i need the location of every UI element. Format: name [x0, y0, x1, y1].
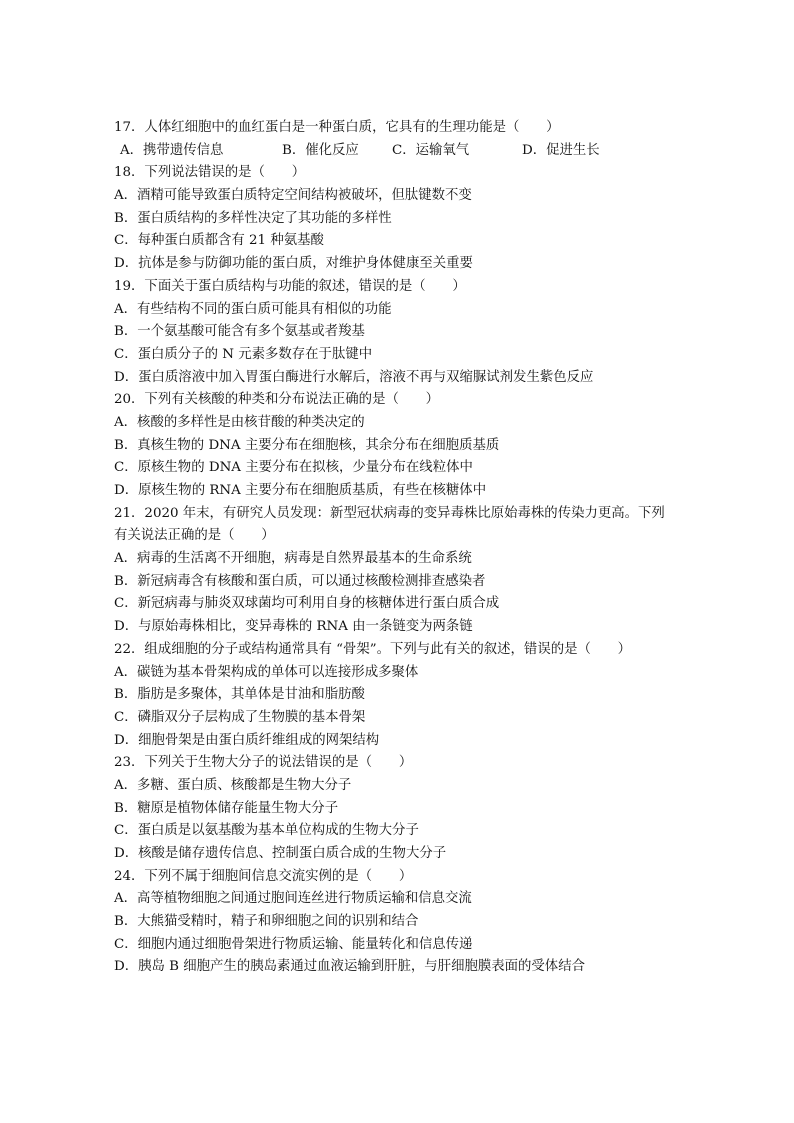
- exam-page: [114, 117, 686, 979]
- question-stem: 24．下列不属于细胞间信息交流实例的是（ ）: [114, 868, 413, 884]
- question-19: [114, 276, 686, 389]
- option-b: B．糖原是植物体储存能量生物大分子: [114, 800, 339, 816]
- question-stem: 18．下列说法错误的是（ ）: [114, 165, 306, 181]
- option-c: C．细胞内通过细胞骨架进行物质运输、能量转化和信息传递: [114, 936, 473, 952]
- option-c: C．磷脂双分子层构成了生物膜的基本骨架: [114, 709, 366, 725]
- question-22: [114, 639, 686, 752]
- question-stem: 23．下列关于生物大分子的说法错误的是（ ）: [114, 755, 413, 771]
- option-a: A．酒精可能导致蛋白质特定空间结构被破坏，但肽键数不变: [114, 188, 472, 204]
- option-d: D．与原始毒株相比，变异毒株的 RNA 由一条链变为两条链: [114, 619, 473, 635]
- question-stem-continued: 有关说法正确的是（ ）: [114, 528, 275, 544]
- option-b: B．大熊猫受精时，精子和卵细胞之间的识别和结合: [114, 914, 419, 930]
- question-21: [114, 503, 686, 639]
- question-stem: 22．组成细胞的分子或结构通常具有 “骨架”。下列与此有关的叙述，错误的是（ ）: [114, 641, 632, 657]
- option-a: A．高等植物细胞之间通过胞间连丝进行物质运输和信息交流: [114, 891, 472, 907]
- option-d: D．胰岛 B 细胞产生的胰岛素通过血液运输到肝脏，与肝细胞膜表面的受体结合: [114, 959, 585, 975]
- option-a: A．病毒的生活离不开细胞，病毒是自然界最基本的生命系统: [114, 551, 472, 567]
- option-c: C．新冠病毒与肺炎双球菌均可利用自身的核糖体进行蛋白质合成: [114, 596, 500, 612]
- option-a: A．有些结构不同的蛋白质可能具有相似的功能: [114, 301, 392, 317]
- option-c: C．蛋白质是以氨基酸为基本单位构成的生物大分子: [114, 823, 419, 839]
- option-c: C．每种蛋白质都含有 21 种氨基酸: [114, 233, 324, 249]
- option-b: B．脂肪是多聚体，其单体是甘油和脂肪酸: [114, 687, 365, 703]
- question-23: [114, 752, 686, 865]
- question-stem: 20．下列有关核酸的种类和分布说法正确的是（ ）: [114, 392, 440, 408]
- option-b: B．一个氨基酸可能含有多个氨基或者羧基: [114, 324, 365, 340]
- option-a: A．携带遗传信息: [120, 142, 224, 158]
- option-d: D．抗体是参与防御功能的蛋白质，对维护身体健康至关重要: [114, 256, 473, 272]
- option-a: A．多糖、蛋白质、核酸都是生物大分子: [114, 777, 352, 793]
- option-b: B．新冠病毒含有核酸和蛋白质，可以通过核酸检测排查感染者: [114, 573, 486, 589]
- question-stem: 19．下面关于蛋白质结构与功能的叙述，错误的是（ ）: [114, 278, 466, 294]
- option-d: D．细胞骨架是由蛋白质纤维组成的网架结构: [114, 732, 380, 748]
- question-20: [114, 389, 686, 502]
- option-a: A．核酸的多样性是由核苷酸的种类决定的: [114, 414, 365, 430]
- question-18: [114, 162, 686, 275]
- option-b: B．催化反应: [282, 142, 359, 158]
- option-d: D．原核生物的 RNA 主要分布在细胞质基质，有些在核糖体中: [114, 483, 487, 498]
- option-c: C．运输氧气: [392, 142, 470, 158]
- option-a: A．碳链为基本骨架构成的单体可以连接形成多聚体: [114, 664, 419, 680]
- question-24: [114, 866, 686, 979]
- option-b: B．真核生物的 DNA 主要分布在细胞核，其余分布在细胞质基质: [114, 437, 500, 453]
- option-b: B．蛋白质结构的多样性决定了其功能的多样性: [114, 210, 392, 226]
- option-c: C．蛋白质分子的 N 元素多数存在于肽键中: [114, 346, 373, 362]
- question-stem: 21．2020 年末，有研究人员发现：新型冠状病毒的变异毒株比原始毒株的传染力更高。下列: [114, 505, 665, 521]
- inline-options: [114, 140, 686, 163]
- option-d: D．核酸是储存遗传信息、控制蛋白质合成的生物大分子: [114, 846, 447, 861]
- option-d: D．蛋白质溶液中加入胃蛋白酶进行水解后，溶液不再与双缩脲试剂发生紫色反应: [114, 369, 594, 385]
- option-d: D．促进生长: [522, 142, 600, 158]
- question-17: [114, 117, 686, 162]
- option-c: C．原核生物的 DNA 主要分布在拟核，少量分布在线粒体中: [114, 460, 473, 476]
- question-stem: 17．人体红细胞中的血红蛋白是一种蛋白质，它具有的生理功能是（ ）: [114, 120, 560, 135]
